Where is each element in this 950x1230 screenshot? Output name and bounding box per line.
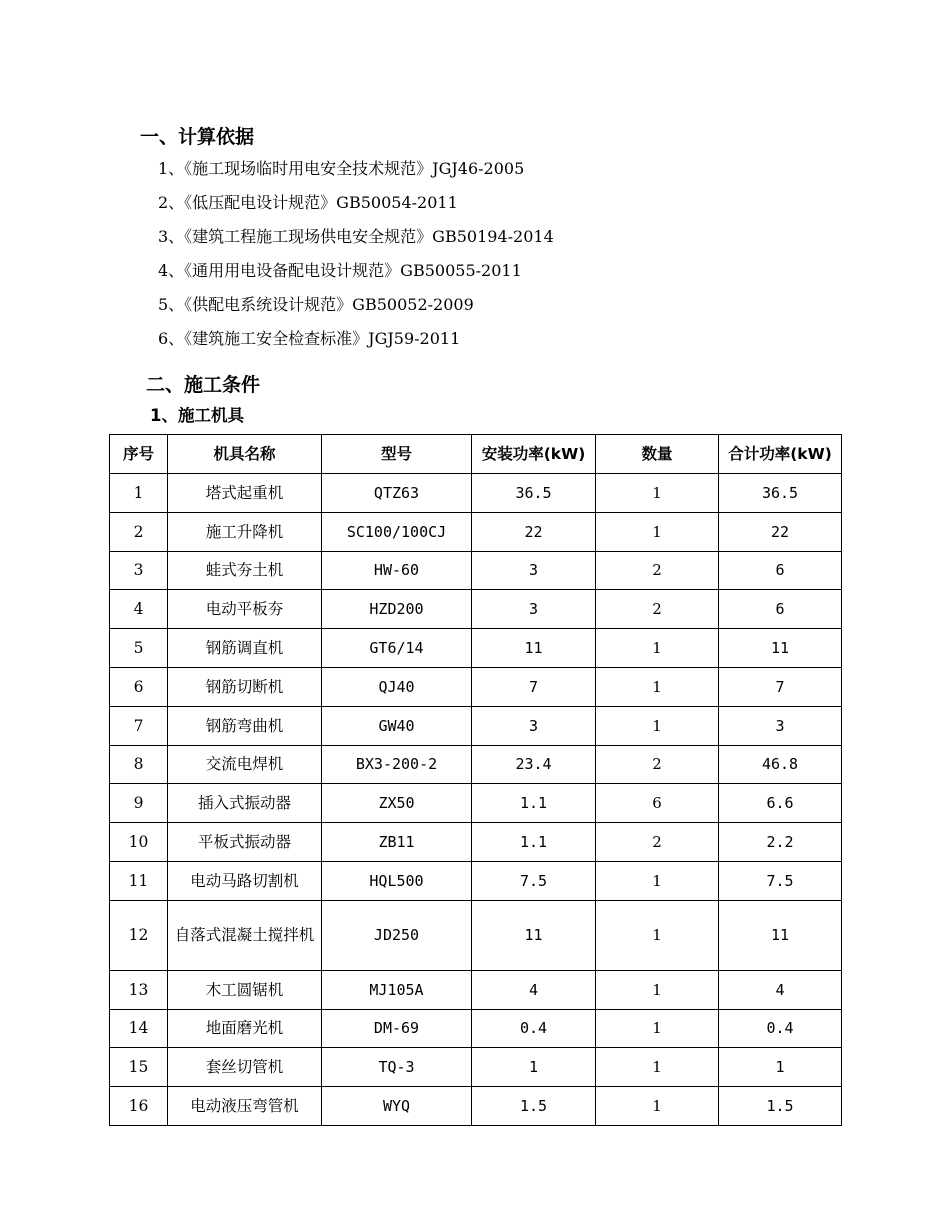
- cell-name: 钢筋切断机: [168, 667, 322, 706]
- cell-name: 电动液压弯管机: [168, 1087, 322, 1126]
- table-row: [110, 900, 842, 970]
- cell-name: 钢筋调直机: [168, 629, 322, 668]
- header-total-power: 合计功率(kW): [719, 435, 842, 474]
- cell-name: 平板式振动器: [168, 823, 322, 862]
- cell-power: 3: [472, 706, 596, 745]
- cell-index: 12: [110, 900, 168, 970]
- cell-index: 16: [110, 1087, 168, 1126]
- cell-power: 1: [472, 1048, 596, 1087]
- cell-quantity: 6: [596, 784, 719, 823]
- reference-item: 1、《施工现场临时用电安全技术规范》JGJ46-2005: [158, 159, 525, 178]
- reference-item: 4、《通用用电设备配电设计规范》GB50055-2011: [158, 261, 522, 280]
- reference-list: [158, 152, 554, 356]
- cell-quantity: 1: [596, 861, 719, 900]
- cell-index: 13: [110, 970, 168, 1009]
- cell-total-power: 6.6: [719, 784, 842, 823]
- cell-index: 14: [110, 1009, 168, 1048]
- cell-power: 11: [472, 900, 596, 970]
- cell-model: QJ40: [322, 667, 472, 706]
- cell-quantity: 1: [596, 1048, 719, 1087]
- cell-quantity: 1: [596, 970, 719, 1009]
- cell-power: 1.1: [472, 784, 596, 823]
- cell-power: 7.5: [472, 861, 596, 900]
- cell-index: 8: [110, 745, 168, 784]
- cell-total-power: 1: [719, 1048, 842, 1087]
- reference-item: 2、《低压配电设计规范》GB50054-2011: [158, 193, 458, 212]
- header-model: 型号: [322, 435, 472, 474]
- cell-model: HQL500: [322, 861, 472, 900]
- table-row: [110, 629, 842, 668]
- section-2-title: 二、施工条件: [146, 374, 261, 396]
- table-row: [110, 861, 842, 900]
- table-row: [110, 745, 842, 784]
- cell-model: BX3-200-2: [322, 745, 472, 784]
- cell-index: 5: [110, 629, 168, 668]
- cell-quantity: 2: [596, 745, 719, 784]
- cell-quantity: 1: [596, 512, 719, 551]
- cell-quantity: 2: [596, 823, 719, 862]
- cell-model: GT6/14: [322, 629, 472, 668]
- reference-item: 6、《建筑施工安全检查标准》JGJ59-2011: [158, 329, 461, 348]
- table-row: [110, 970, 842, 1009]
- cell-model: ZX50: [322, 784, 472, 823]
- table-row: [110, 1048, 842, 1087]
- cell-name: 电动马路切割机: [168, 861, 322, 900]
- cell-index: 4: [110, 590, 168, 629]
- table-row: [110, 1009, 842, 1048]
- cell-name: 施工升降机: [168, 512, 322, 551]
- table-body: [110, 474, 842, 1126]
- cell-power: 36.5: [472, 474, 596, 513]
- cell-index: 7: [110, 706, 168, 745]
- cell-index: 3: [110, 551, 168, 590]
- cell-power: 23.4: [472, 745, 596, 784]
- cell-power: 1.1: [472, 823, 596, 862]
- cell-model: HW-60: [322, 551, 472, 590]
- cell-power: 3: [472, 590, 596, 629]
- header-quantity: 数量: [596, 435, 719, 474]
- cell-name: 自落式混凝土搅拌机: [168, 900, 322, 970]
- cell-power: 4: [472, 970, 596, 1009]
- table-row: [110, 784, 842, 823]
- cell-name: 交流电焊机: [168, 745, 322, 784]
- cell-total-power: 46.8: [719, 745, 842, 784]
- table-row: [110, 512, 842, 551]
- cell-total-power: 11: [719, 629, 842, 668]
- table-header-row: [110, 435, 842, 474]
- cell-quantity: 2: [596, 551, 719, 590]
- subsection-title: 1、施工机具: [150, 406, 244, 425]
- cell-name: 蛙式夯土机: [168, 551, 322, 590]
- cell-total-power: 1.5: [719, 1087, 842, 1126]
- cell-total-power: 4: [719, 970, 842, 1009]
- table-row: [110, 551, 842, 590]
- cell-name: 套丝切管机: [168, 1048, 322, 1087]
- cell-model: ZB11: [322, 823, 472, 862]
- cell-power: 1.5: [472, 1087, 596, 1126]
- cell-name: 木工圆锯机: [168, 970, 322, 1009]
- cell-total-power: 2.2: [719, 823, 842, 862]
- cell-quantity: 1: [596, 900, 719, 970]
- cell-quantity: 1: [596, 629, 719, 668]
- cell-model: MJ105A: [322, 970, 472, 1009]
- cell-model: GW40: [322, 706, 472, 745]
- cell-index: 1: [110, 474, 168, 513]
- header-power: 安装功率(kW): [472, 435, 596, 474]
- cell-power: 7: [472, 667, 596, 706]
- cell-name: 钢筋弯曲机: [168, 706, 322, 745]
- cell-total-power: 22: [719, 512, 842, 551]
- cell-quantity: 1: [596, 474, 719, 513]
- cell-power: 3: [472, 551, 596, 590]
- cell-name: 电动平板夯: [168, 590, 322, 629]
- cell-model: HZD200: [322, 590, 472, 629]
- cell-name: 地面磨光机: [168, 1009, 322, 1048]
- cell-index: 15: [110, 1048, 168, 1087]
- cell-power: 22: [472, 512, 596, 551]
- cell-name: 插入式振动器: [168, 784, 322, 823]
- cell-power: 0.4: [472, 1009, 596, 1048]
- cell-model: DM-69: [322, 1009, 472, 1048]
- cell-index: 10: [110, 823, 168, 862]
- section-1-title: 一、计算依据: [140, 126, 255, 148]
- cell-total-power: 7: [719, 667, 842, 706]
- header-name: 机具名称: [168, 435, 322, 474]
- cell-total-power: 7.5: [719, 861, 842, 900]
- cell-index: 2: [110, 512, 168, 551]
- cell-quantity: 2: [596, 590, 719, 629]
- header-index: 序号: [110, 435, 168, 474]
- table-row: [110, 1087, 842, 1126]
- cell-index: 9: [110, 784, 168, 823]
- cell-total-power: 3: [719, 706, 842, 745]
- cell-model: TQ-3: [322, 1048, 472, 1087]
- cell-total-power: 36.5: [719, 474, 842, 513]
- cell-quantity: 1: [596, 1087, 719, 1126]
- cell-model: WYQ: [322, 1087, 472, 1126]
- cell-quantity: 1: [596, 706, 719, 745]
- table-row: [110, 474, 842, 513]
- table-row: [110, 823, 842, 862]
- cell-total-power: 6: [719, 590, 842, 629]
- table-row: [110, 590, 842, 629]
- cell-index: 6: [110, 667, 168, 706]
- reference-item: 3、《建筑工程施工现场供电安全规范》GB50194-2014: [158, 227, 554, 246]
- cell-name: 塔式起重机: [168, 474, 322, 513]
- cell-total-power: 11: [719, 900, 842, 970]
- cell-model: SC100/100CJ: [322, 512, 472, 551]
- reference-item: 5、《供配电系统设计规范》GB50052-2009: [158, 295, 474, 314]
- cell-total-power: 6: [719, 551, 842, 590]
- cell-total-power: 0.4: [719, 1009, 842, 1048]
- cell-index: 11: [110, 861, 168, 900]
- cell-model: JD250: [322, 900, 472, 970]
- table-row: [110, 706, 842, 745]
- cell-power: 11: [472, 629, 596, 668]
- cell-model: QTZ63: [322, 474, 472, 513]
- cell-quantity: 1: [596, 667, 719, 706]
- equipment-table: [109, 434, 842, 1126]
- cell-quantity: 1: [596, 1009, 719, 1048]
- table-row: [110, 667, 842, 706]
